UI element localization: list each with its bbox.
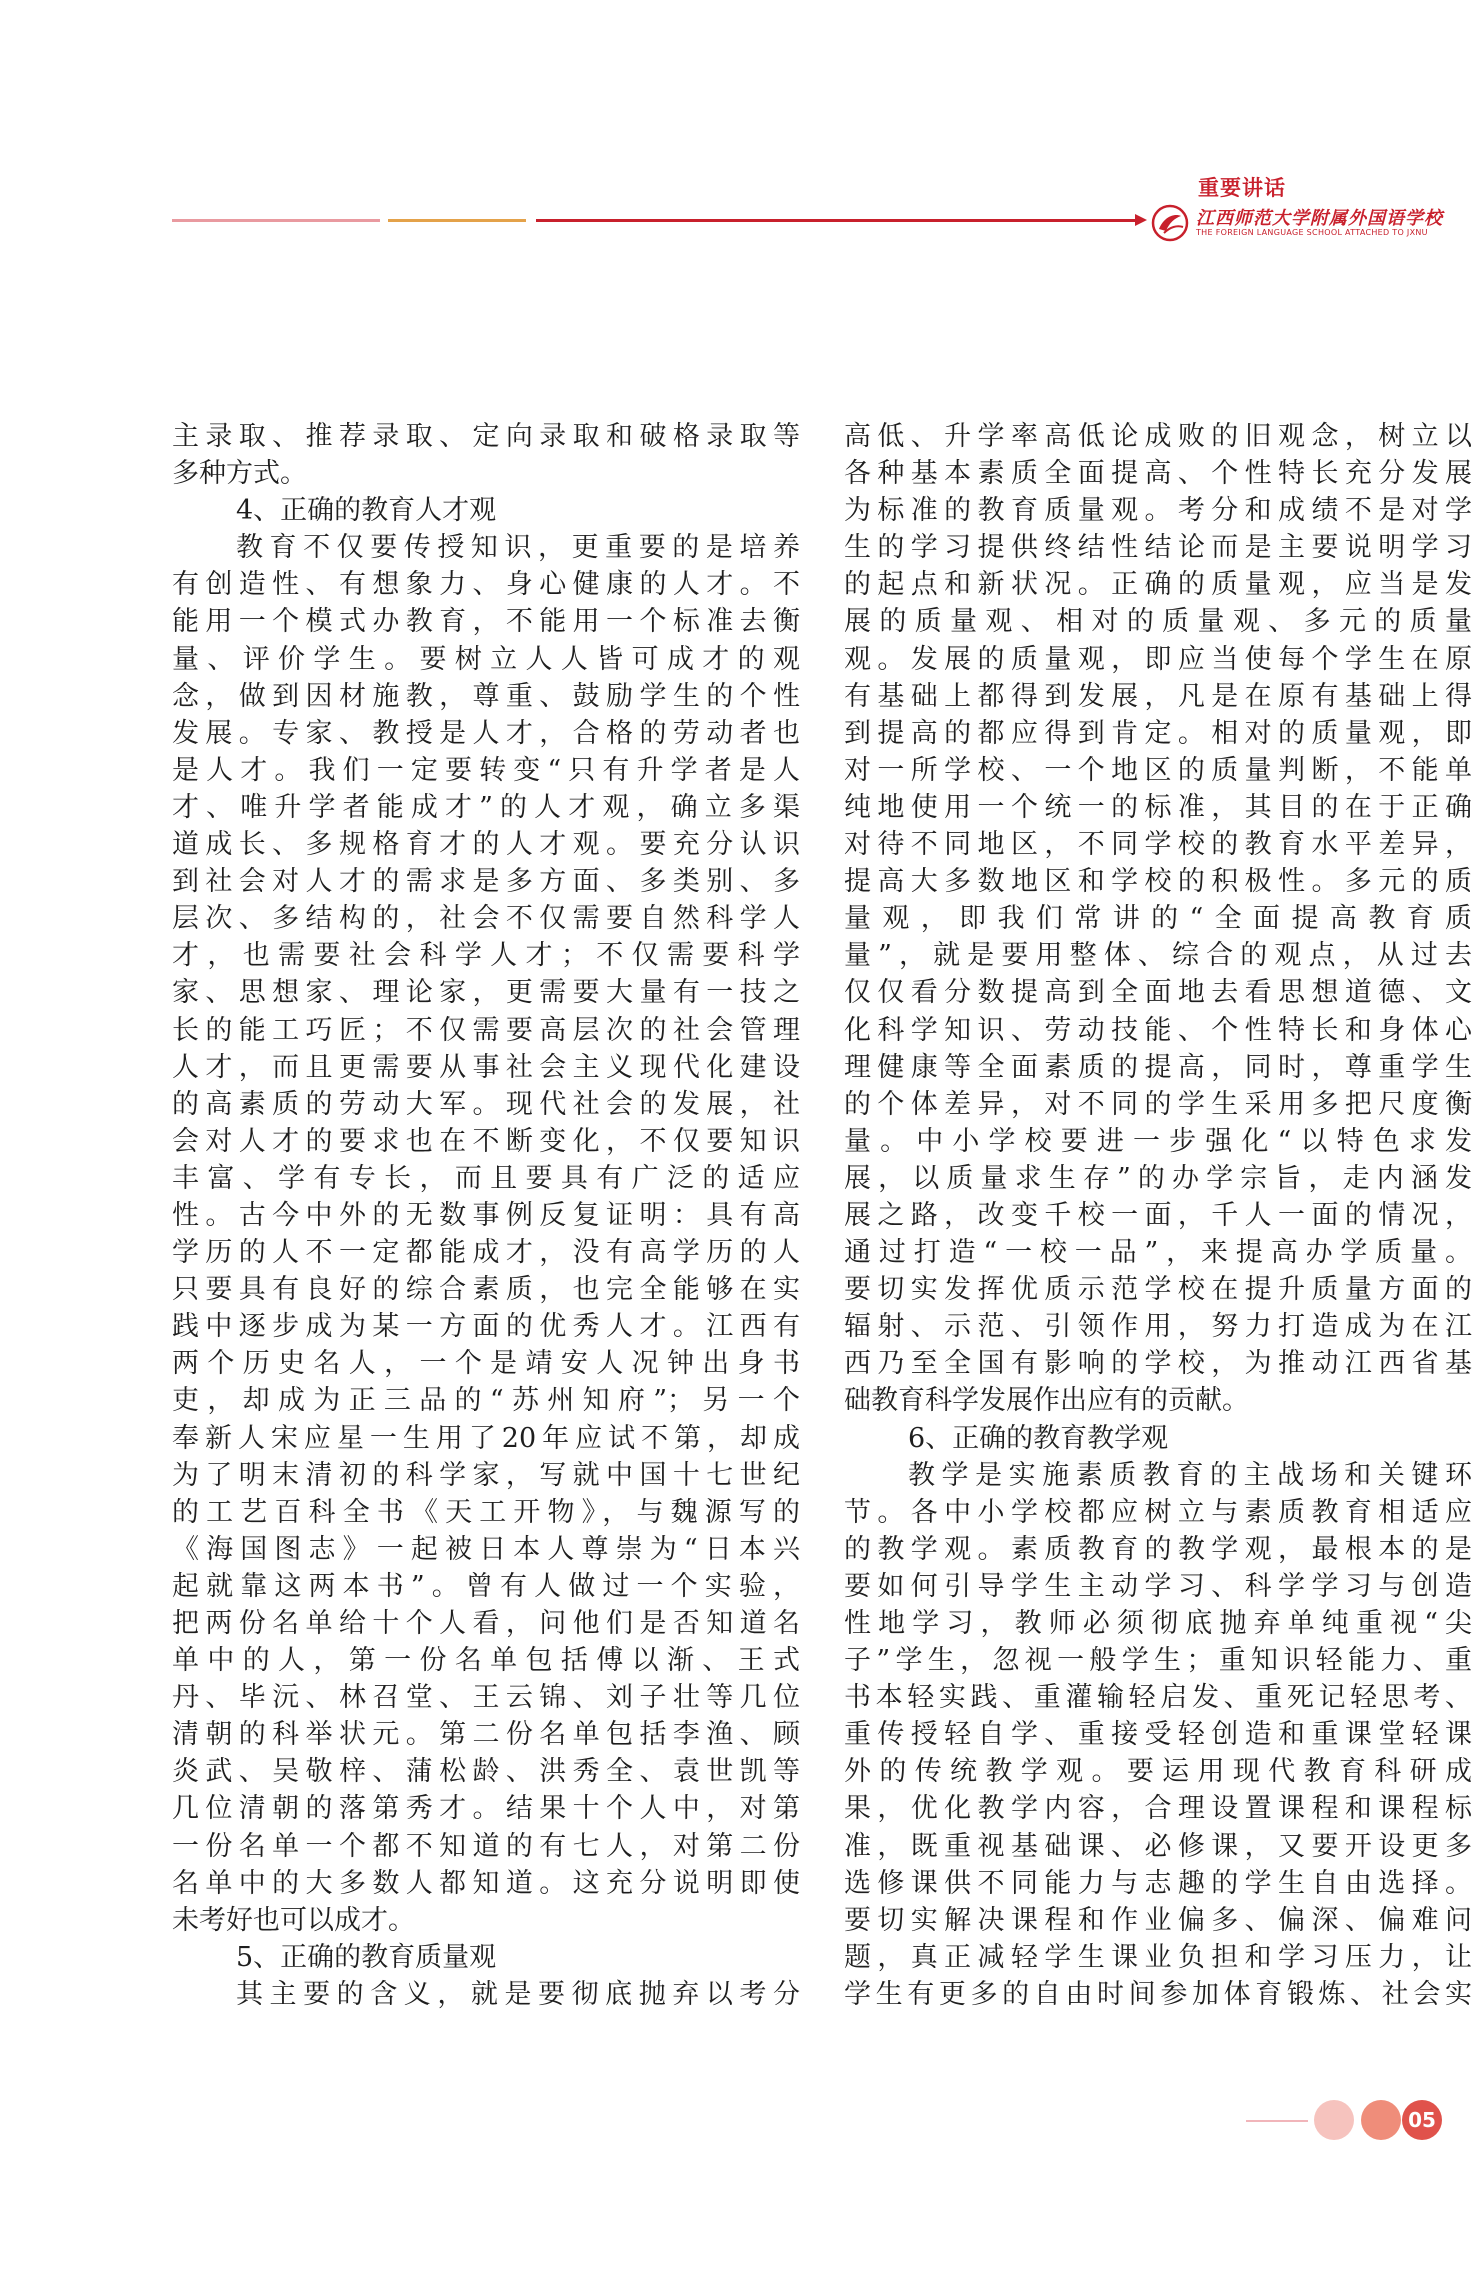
- text-line: 把两份名单给十个人看，问他们是否知道名: [172, 1608, 800, 1639]
- footer-rule: [1246, 2120, 1308, 2122]
- header-rule-arrow: [1135, 214, 1147, 226]
- paragraph-first-line: 其主要的含义，就是要彻底抛弃以考分: [236, 1978, 800, 2010]
- text-line: 《海国图志》一起被日本人尊崇为“日本兴: [172, 1533, 800, 1565]
- text-line: 起就靠这两本书”。曾有人做过一个实验，: [172, 1570, 800, 1602]
- text-line: 吏，却成为正三品的“苏州知府”；另一个: [172, 1385, 800, 1417]
- text-line: 外的传统教学观。要运用现代教育科研成: [844, 1756, 1472, 1788]
- text-line: 理健康等全面素质的提高，同时，尊重学生: [844, 1051, 1472, 1083]
- text-line: 发展。专家、教授是人才，合格的劳动者也: [172, 717, 800, 749]
- text-line: 丰富、学有专长，而且要具有广泛的适应: [172, 1162, 800, 1194]
- section-heading: 4、正确的教育人才观: [236, 495, 497, 527]
- text-line: 生的学习提供终结性结论而是主要说明学习: [844, 532, 1472, 564]
- text-line: 对待不同地区，不同学校的教育水平差异，: [844, 829, 1472, 861]
- text-line: 长的能工巧匠；不仅需要高层次的社会管理: [172, 1014, 800, 1046]
- text-line: 性地学习，教师必须彻底抛弃单纯重视“尖: [844, 1608, 1472, 1639]
- text-line: 的工艺百科全书《天工开物》，与魏源写的: [172, 1496, 800, 1528]
- article-column-left: [172, 418, 800, 2013]
- paragraph-first-line: 教学是实施素质教育的主战场和关键环: [908, 1459, 1472, 1491]
- text-line: 为标准的教育质量观。考分和成绩不是对学: [844, 495, 1472, 527]
- text-line: 几位清朝的落第秀才。结果十个人中，对第: [172, 1793, 800, 1825]
- text-line: 高低、升学率高低论成败的旧观念，树立以: [844, 421, 1472, 452]
- section-label: 重要讲话: [1198, 176, 1286, 200]
- text-line: 的高素质的劳动大军。现代社会的发展，社: [172, 1088, 800, 1120]
- header-rule-red: [536, 219, 1135, 222]
- text-line: 性。古今中外的无数事例反复证明：具有高: [172, 1199, 800, 1231]
- text-line: 才、唯升学者能成才”的人才观，确立多渠: [172, 791, 800, 823]
- text-line: 是人才。我们一定要转变“只有升学者是人: [172, 754, 800, 786]
- section-heading: 5、正确的教育质量观: [236, 1941, 497, 1973]
- text-line: 重传授轻自学、重接受轻创造和重课堂轻课: [844, 1719, 1472, 1751]
- text-line: 对一所学校、一个地区的质量判断，不能单: [844, 754, 1472, 786]
- text-line: 到社会对人才的需求是多方面、多类别、多: [172, 866, 800, 898]
- text-line: 炎武、吴敬梓、蒲松龄、洪秀全、袁世凯等: [172, 1756, 800, 1788]
- text-line: 主录取、推荐录取、定向录取和破格录取等: [172, 421, 800, 452]
- school-logo-icon: [1150, 203, 1190, 243]
- text-line: 节。各中小学校都应树立与素质教育相适应: [844, 1496, 1472, 1528]
- text-line: 要切实发挥优质示范学校在提升质量方面的: [844, 1274, 1472, 1306]
- text-line: 学生有更多的自由时间参加体育锻炼、社会实: [844, 1978, 1472, 2010]
- text-line: 道成长、多规格育才的人才观。要充分认识: [172, 829, 800, 861]
- header-rule-pink: [172, 219, 380, 222]
- text-line: 为了明末清初的科学家，写就中国十七世纪: [172, 1459, 800, 1491]
- text-line: 量。中小学校要进一步强化“以特色求发: [844, 1125, 1472, 1157]
- text-line: 纯地使用一个统一的标准，其目的在于正确: [844, 791, 1472, 823]
- text-line: 清朝的科举状元。第二份名单包括李渔、顾: [172, 1719, 800, 1751]
- text-line: 丹、毕沅、林召堂、王云锦、刘子壮等几位: [172, 1682, 800, 1714]
- text-line: 念，做到因材施教，尊重、鼓励学生的个性: [172, 680, 800, 712]
- text-line: 两个历史名人，一个是靖安人况钟出身书: [172, 1348, 800, 1380]
- footer-dot-icon: [1361, 2100, 1401, 2140]
- text-line: 才，也需要社会科学人才；不仅需要科学: [172, 940, 800, 972]
- text-line: 展的质量观、相对的质量观、多元的质量: [844, 606, 1472, 638]
- text-line: 量”，就是要用整体、综合的观点，从过去: [844, 940, 1472, 972]
- text-line: 展，以质量求生存”的办学宗旨，走内涵发: [844, 1162, 1472, 1194]
- text-line: 通过打造“一校一品”，来提高办学质量。: [844, 1237, 1472, 1269]
- school-name-chinese: 江西师范大学附属外国语学校: [1196, 208, 1443, 229]
- text-line: 仅仅看分数提高到全面地去看思想道德、文: [844, 977, 1472, 1009]
- text-line: 未考好也可以成才。: [172, 1904, 415, 1936]
- article-column-right: [844, 418, 1472, 2013]
- text-line: 准，既重视基础课、必修课，又要开设更多: [844, 1830, 1472, 1862]
- page-number: 05: [1402, 2100, 1442, 2140]
- text-line: 书本轻实践、重灌输轻启发、重死记轻思考、: [844, 1682, 1472, 1714]
- text-line: 量、评价学生。要树立人人皆可成才的观: [172, 643, 800, 675]
- text-line: 量观，即我们常讲的“全面提高教育质: [844, 903, 1472, 935]
- text-line: 的起点和新状况。正确的质量观，应当是发: [844, 569, 1472, 601]
- text-line: 层次、多结构的，社会不仅需要自然科学人: [172, 903, 800, 935]
- text-line: 有基础上都得到发展，凡是在原有基础上得: [844, 680, 1472, 712]
- text-line: 多种方式。: [172, 458, 307, 490]
- text-line: 单中的人，第一份名单包括傅以渐、王式: [172, 1645, 800, 1677]
- text-line: 础教育科学发展作出应有的贡献。: [844, 1385, 1249, 1417]
- text-line: 西乃至全国有影响的学校，为推动江西省基: [844, 1348, 1472, 1380]
- text-line: 化科学知识、劳动技能、个性特长和身体心: [844, 1014, 1472, 1046]
- text-line: 学历的人不一定都能成才，没有高学历的人: [172, 1237, 800, 1269]
- text-line: 观。发展的质量观，即应当使每个学生在原: [844, 643, 1472, 675]
- text-line: 选修课供不同能力与志趣的学生自由选择。: [844, 1867, 1472, 1899]
- paragraph-first-line: 教育不仅要传授知识，更重要的是培养: [236, 532, 800, 564]
- footer-dot-icon: [1314, 2100, 1354, 2140]
- text-line: 践中逐步成为某一方面的优秀人才。江西有: [172, 1311, 800, 1343]
- text-line: 到提高的都应得到肯定。相对的质量观，即: [844, 717, 1472, 749]
- text-line: 名单中的大多数人都知道。这充分说明即使: [172, 1867, 800, 1899]
- text-line: 会对人才的要求也在不断变化，不仅要知识: [172, 1125, 800, 1157]
- text-line: 要切实解决课程和作业偏多、偏深、偏难问: [844, 1904, 1472, 1936]
- text-line: 要如何引导学生主动学习、科学学习与创造: [844, 1570, 1472, 1602]
- text-line: 家、思想家、理论家，更需要大量有一技之: [172, 977, 800, 1009]
- text-line: 果，优化教学内容，合理设置课程和课程标: [844, 1793, 1472, 1825]
- text-line: 一份名单一个都不知道的有七人，对第二份: [172, 1830, 800, 1862]
- text-line: 提高大多数地区和学校的积极性。多元的质: [844, 866, 1472, 898]
- text-line: 人才，而且更需要从事社会主义现代化建设: [172, 1051, 800, 1083]
- text-line: 能用一个模式办教育，不能用一个标准去衡: [172, 606, 800, 638]
- section-heading: 6、正确的教育教学观: [908, 1422, 1169, 1454]
- text-line: 只要具有良好的综合素质，也完全能够在实: [172, 1274, 800, 1306]
- text-line: 的个体差异，对不同的学生采用多把尺度衡: [844, 1088, 1472, 1120]
- text-line: 有创造性、有想象力、身心健康的人才。不: [172, 569, 800, 601]
- text-line: 各种基本素质全面提高、个性特长充分发展: [844, 458, 1472, 490]
- text-line: 辐射、示范、引领作用，努力打造成为在江: [844, 1311, 1472, 1343]
- text-line: 题，真正减轻学生课业负担和学习压力，让: [844, 1941, 1472, 1973]
- header-rule-orange: [388, 219, 526, 222]
- text-line: 的教学观。素质教育的教学观，最根本的是: [844, 1533, 1472, 1565]
- text-line: 子”学生，忽视一般学生；重知识轻能力、重: [844, 1645, 1472, 1677]
- school-name-english: THE FOREIGN LANGUAGE SCHOOL ATTACHED TO JXNU: [1196, 228, 1428, 237]
- text-line: 展之路，改变千校一面，千人一面的情况，: [844, 1199, 1472, 1231]
- text-line: 奉新人宋应星一生用了20年应试不第，却成: [172, 1422, 800, 1454]
